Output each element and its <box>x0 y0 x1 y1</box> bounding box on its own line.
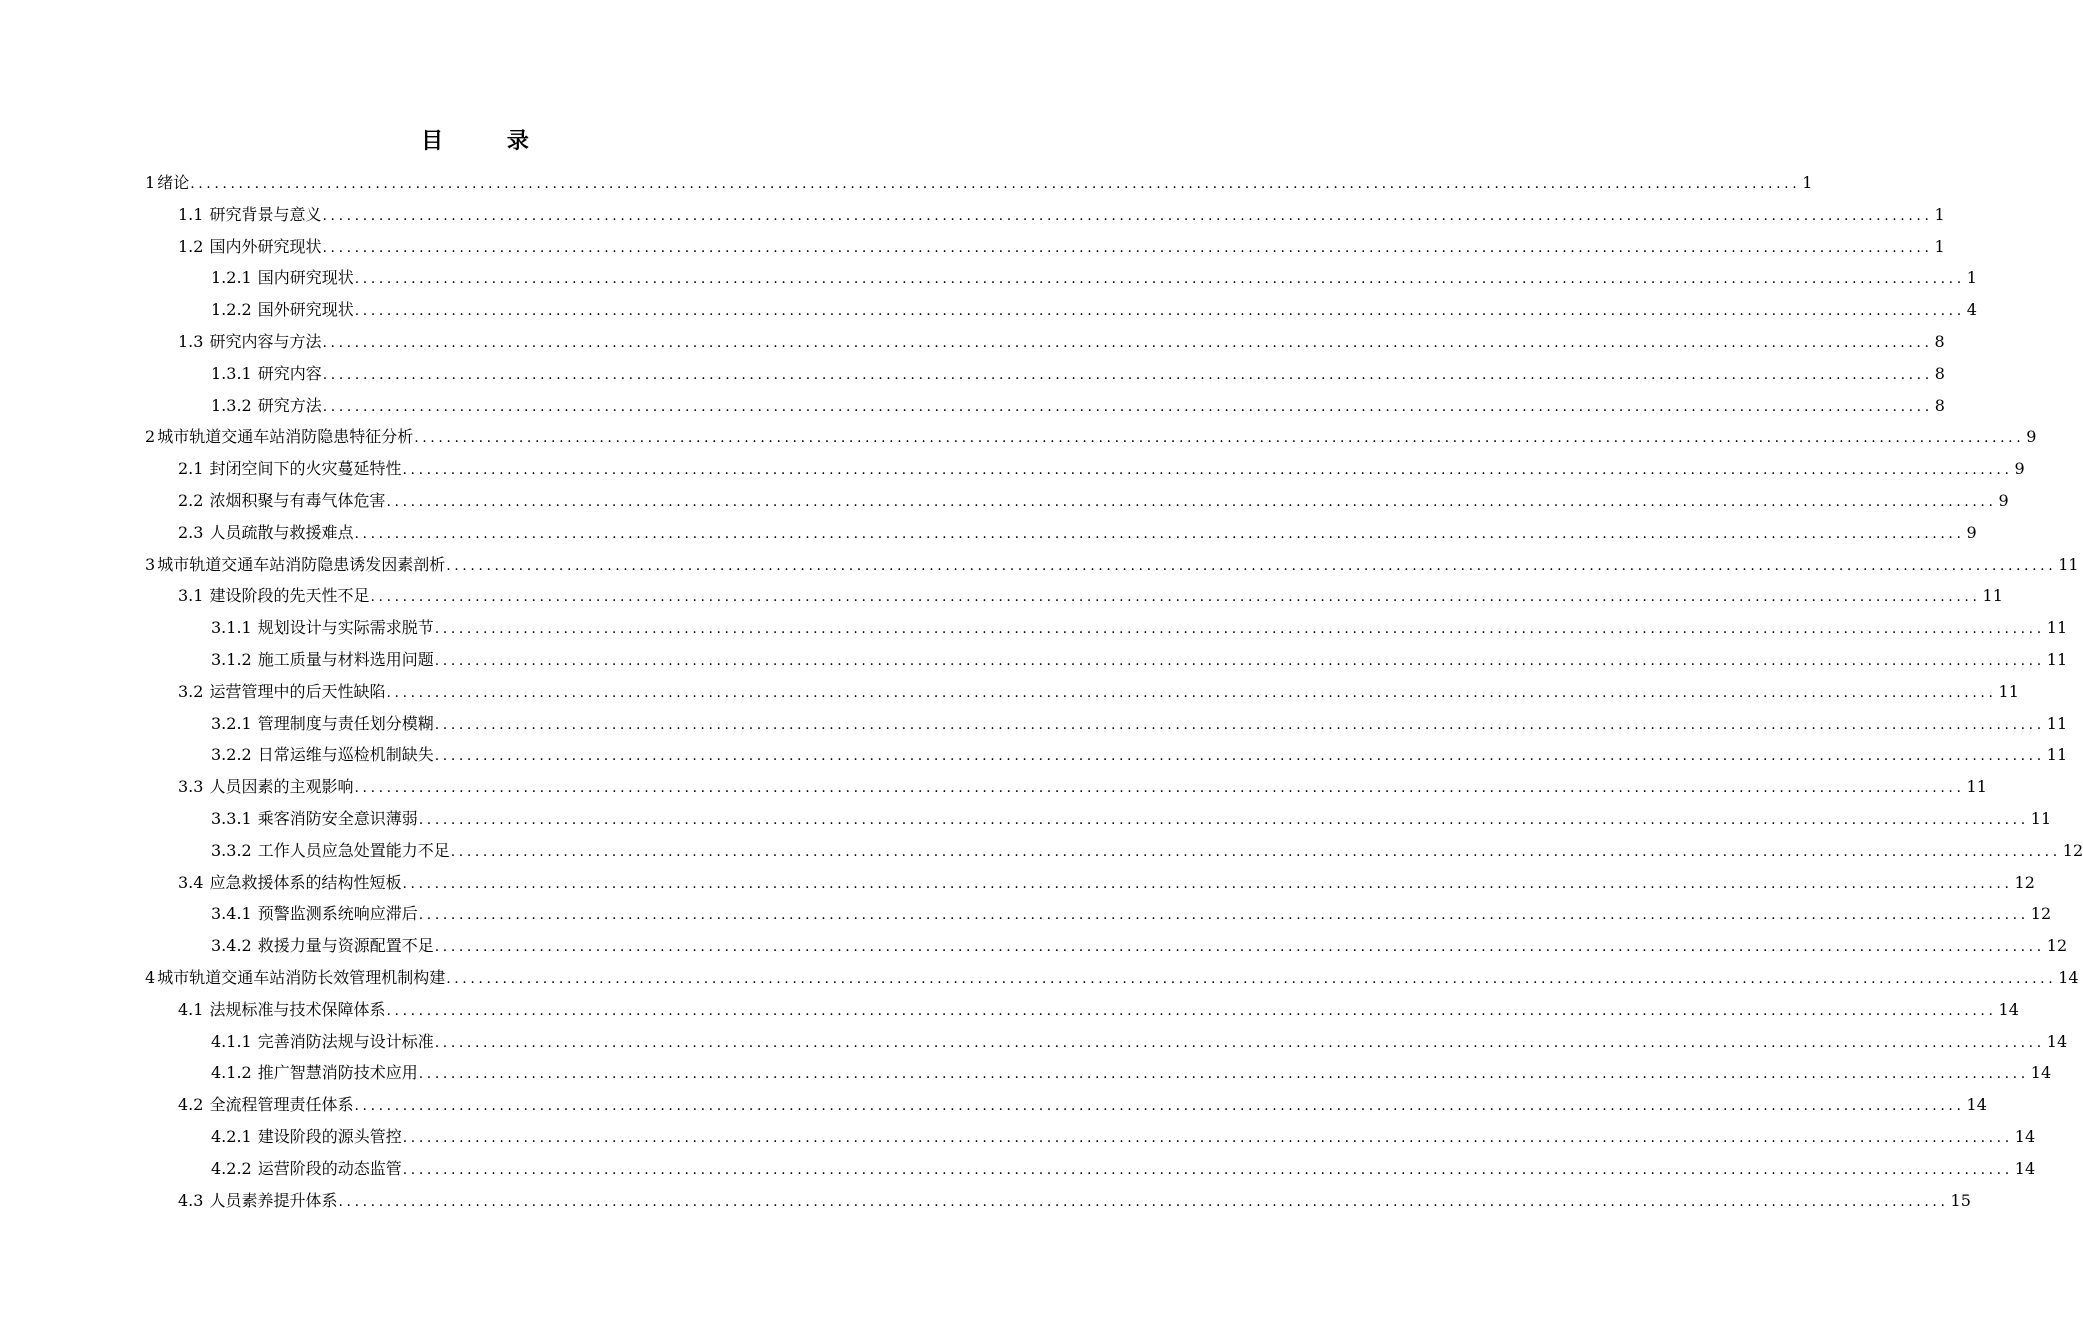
toc-entry[interactable] <box>178 454 2025 484</box>
toc-entry[interactable] <box>211 709 2068 739</box>
toc-entry-number: 3.3 <box>178 777 204 797</box>
toc-entry-number: 2.1 <box>178 459 204 479</box>
toc-entry-number: 3.3.2 <box>211 840 252 860</box>
toc-leader-dots: ........................................................................................................................................................................................................ <box>322 239 1933 256</box>
toc-entry-title: 人员因素的主观影响 <box>209 777 354 797</box>
toc-leader-dots: ........................................................................................................................................................................................................ <box>354 1098 1965 1115</box>
toc-entry-number: 4.1 <box>178 999 204 1019</box>
toc-entry[interactable] <box>211 931 2068 961</box>
toc-entry-page: 14 <box>2014 1158 2036 1178</box>
toc-entry-title: 运营阶段的动态监管 <box>257 1158 402 1178</box>
toc-entry-number: 1.2 <box>178 236 204 256</box>
toc-entry-title: 浓烟积聚与有毒气体危害 <box>209 491 386 510</box>
toc-entry-title: 城市轨道交通车站消防隐患特征分析 <box>157 427 414 447</box>
toc-entry-title: 乘客消防安全意识薄弱 <box>257 809 418 828</box>
toc-entry[interactable] <box>178 518 1977 548</box>
toc-entry[interactable] <box>145 550 2079 580</box>
toc-entry-page: 15 <box>1950 1190 1971 1210</box>
toc-entry-page: 9 <box>2014 459 2025 479</box>
toc-entry-number: 1.2.1 <box>211 268 252 288</box>
toc-entry-number: 3.4.1 <box>211 904 252 924</box>
toc-entry-number: 2 <box>145 427 156 447</box>
toc-entry-page: 8 <box>1934 395 1945 415</box>
toc-entry-page: 4 <box>1966 300 1977 320</box>
toc-entry[interactable] <box>178 486 2009 516</box>
toc-entry-number: 3.3.1 <box>211 809 252 828</box>
toc-entry-number: 3 <box>145 554 156 574</box>
toc-entry-page: 9 <box>2026 427 2037 447</box>
toc-entry-page: 14 <box>2014 1127 2036 1146</box>
toc-entry-number: 1 <box>145 173 156 192</box>
toc-entry-title: 运营管理中的后天性缺陷 <box>209 681 386 701</box>
page-title: 目 录 <box>421 128 557 154</box>
toc-entry[interactable] <box>211 740 2068 770</box>
toc-entry-page: 11 <box>2058 554 2079 574</box>
toc-leader-dots: ........................................................................................................................................................................................................ <box>190 176 1801 192</box>
toc-leader-dots: ........................................................................................................................................................................................................ <box>434 748 2045 765</box>
toc-leader-dots: ........................................................................................................................................................................................................ <box>434 716 2045 733</box>
toc-leader-dots: ........................................................................................................................................................................................................ <box>354 271 1965 288</box>
toc-leader-dots: ........................................................................................................................................................................................................ <box>434 621 2045 638</box>
toc-entry-number: 1.1 <box>178 204 204 224</box>
toc-leader-dots: ........................................................................................................................................................................................................ <box>418 1066 2029 1083</box>
toc-leader-dots: ........................................................................................................................................................................................................ <box>446 971 2057 987</box>
toc-leader-dots: ........................................................................................................................................................................................................ <box>450 843 2061 860</box>
toc-entry-title: 人员素养提升体系 <box>209 1190 338 1210</box>
toc-entry[interactable] <box>211 295 1977 325</box>
toc-entry-number: 3.2.1 <box>211 713 252 733</box>
toc-entry[interactable] <box>145 422 2037 452</box>
toc-leader-dots: ........................................................................................................................................................................................................ <box>414 430 2025 447</box>
toc-leader-dots: ........................................................................................................................................................................................................ <box>354 780 1965 797</box>
toc-leader-dots: ........................................................................................................................................................................................................ <box>338 1193 1949 1210</box>
toc-entry-page: 9 <box>1966 522 1977 542</box>
toc-leader-dots: ........................................................................................................................................................................................................ <box>322 398 1933 415</box>
toc-entry[interactable] <box>211 1122 2036 1152</box>
toc-entry-title: 应急救援体系的结构性短板 <box>209 872 402 892</box>
toc-entry-number: 1.3 <box>178 332 204 351</box>
toc-entry-number: 3.1.1 <box>211 618 252 638</box>
toc-leader-dots: ........................................................................................................................................................................................................ <box>402 1161 2013 1178</box>
toc-entry-page: 11 <box>2046 745 2068 765</box>
toc-entry-number: 3.2.2 <box>211 745 252 765</box>
toc-entry[interactable] <box>211 1027 2068 1057</box>
toc-entry[interactable] <box>178 677 2019 707</box>
toc-entry[interactable] <box>211 391 1945 421</box>
toc-entry-page: 14 <box>2046 1031 2068 1051</box>
toc-leader-dots: ........................................................................................................................................................................................................ <box>402 1130 2013 1146</box>
toc-entry[interactable] <box>178 1090 1987 1120</box>
toc-entry-page: 14 <box>2058 968 2079 987</box>
toc-entry-title: 日常运维与巡检机制缺失 <box>257 745 434 765</box>
toc-leader-dots: ........................................................................................................................................................................................................ <box>386 1002 1997 1019</box>
toc-entry-page: 11 <box>1982 586 2003 606</box>
toc-leader-dots: ........................................................................................................................................................................................................ <box>370 589 1981 606</box>
toc-entry-title: 建设阶段的先天性不足 <box>209 586 370 606</box>
toc-entry[interactable] <box>211 645 2068 675</box>
toc-entry-title: 预警监测系统响应滞后 <box>257 904 418 924</box>
toc-leader-dots: ........................................................................................................................................................................................................ <box>434 939 2045 956</box>
toc-entry-page: 11 <box>1966 777 1987 797</box>
toc-entry[interactable] <box>211 899 2052 929</box>
toc-leader-dots: ........................................................................................................................................................................................................ <box>354 525 1965 542</box>
toc-entry-page: 14 <box>1998 999 2019 1019</box>
toc-entry-title: 完善消防法规与设计标准 <box>257 1031 434 1051</box>
toc-entry-number: 2.2 <box>178 491 204 510</box>
toc-entry-title: 研究背景与意义 <box>209 204 322 224</box>
toc-leader-dots: ........................................................................................................................................................................................................ <box>418 907 2029 924</box>
toc-leader-dots: ........................................................................................................................................................................................................ <box>434 653 2045 669</box>
toc-entry-title: 绪论 <box>157 173 190 192</box>
toc-entry-page: 11 <box>2046 618 2068 638</box>
toc-entry-title: 全流程管理责任体系 <box>209 1095 354 1115</box>
toc-leader-dots: ........................................................................................................................................................................................................ <box>402 462 2013 479</box>
toc-entry[interactable] <box>178 995 2019 1025</box>
toc-entry-title: 推广智慧消防技术应用 <box>257 1063 418 1083</box>
toc-entry-title: 人员疏散与救援难点 <box>209 522 354 542</box>
toc-leader-dots: ........................................................................................................................................................................................................ <box>386 494 1997 510</box>
toc-entry[interactable] <box>178 581 2003 611</box>
toc-entry-page: 1 <box>1966 268 1977 288</box>
toc-entry-page: 11 <box>2046 713 2068 733</box>
toc-entry-number: 1.3.2 <box>211 395 252 415</box>
toc-entry-number: 3.1.2 <box>211 650 252 669</box>
toc-entry-number: 1.2.2 <box>211 300 252 320</box>
toc-entry[interactable] <box>178 200 1945 230</box>
toc-entry[interactable] <box>178 772 1987 802</box>
toc-entry-title: 建设阶段的源头管控 <box>257 1127 402 1146</box>
toc-entry-title: 研究方法 <box>257 395 322 415</box>
toc-entry-page: 9 <box>1998 491 2009 510</box>
toc-entry-title: 国内外研究现状 <box>209 236 322 256</box>
toc-entry-title: 管理制度与责任划分模糊 <box>257 713 434 733</box>
toc-entry[interactable] <box>178 868 2035 898</box>
toc-entry-number: 4 <box>145 968 156 987</box>
toc-entry-title: 工作人员应急处置能力不足 <box>257 840 450 860</box>
toc-entry[interactable] <box>178 327 1945 357</box>
toc-entry[interactable] <box>211 359 1945 389</box>
toc-entry-number: 4.1.1 <box>211 1031 252 1051</box>
toc-entry-title: 城市轨道交通车站消防长效管理机制构建 <box>157 968 446 987</box>
toc-entry-number: 4.1.2 <box>211 1063 252 1083</box>
toc-entry[interactable] <box>145 168 1813 198</box>
toc-entry-page: 11 <box>2046 650 2068 669</box>
toc-leader-dots: ........................................................................................................................................................................................................ <box>354 303 1965 320</box>
toc-leader-dots: ........................................................................................................................................................................................................ <box>322 207 1933 224</box>
toc-leader-dots: ........................................................................................................................................................................................................ <box>322 335 1933 351</box>
toc-entry-page: 12 <box>2014 872 2035 892</box>
toc-entry-number: 2.3 <box>178 522 204 542</box>
toc-leader-dots: ........................................................................................................................................................................................................ <box>446 557 2057 574</box>
toc-leader-dots: ........................................................................................................................................................................................................ <box>322 366 1933 383</box>
toc-entry-title: 救援力量与资源配置不足 <box>257 936 434 956</box>
toc-entry[interactable] <box>211 263 1977 293</box>
toc-entry[interactable] <box>211 613 2068 643</box>
toc-entry-page: 12 <box>2030 904 2052 924</box>
toc-entry-number: 4.2.2 <box>211 1158 252 1178</box>
toc-entry-number: 3.4 <box>178 872 204 892</box>
toc-entry-page: 14 <box>2030 1063 2052 1083</box>
toc-entry[interactable] <box>211 1058 2052 1088</box>
toc-entry[interactable] <box>211 804 2052 834</box>
toc-entry[interactable] <box>178 232 1945 262</box>
toc-leader-dots: ........................................................................................................................................................................................................ <box>418 812 2029 828</box>
toc-entry-page: 8 <box>1934 332 1945 351</box>
toc-leader-dots: ........................................................................................................................................................................................................ <box>402 875 2013 892</box>
toc-entry[interactable] <box>178 1186 1971 1216</box>
toc-entry[interactable] <box>211 836 2083 866</box>
toc-entry-title: 研究内容与方法 <box>209 332 322 351</box>
toc-entry-number: 4.3 <box>178 1190 204 1210</box>
toc-entry-title: 法规标准与技术保障体系 <box>209 999 386 1019</box>
toc-entry-page: 1 <box>1934 236 1945 256</box>
toc-entry-title: 规划设计与实际需求脱节 <box>257 618 434 638</box>
toc-entry-number: 3.1 <box>178 586 204 606</box>
toc-entry-title: 城市轨道交通车站消防隐患诱发因素剖析 <box>157 554 446 574</box>
toc-leader-dots: ........................................................................................................................................................................................................ <box>434 1034 2045 1051</box>
toc-entry[interactable] <box>211 1154 2036 1184</box>
toc-entry-page: 1 <box>1802 173 1813 192</box>
toc-entry-page: 12 <box>2046 936 2068 956</box>
toc-entry-number: 3.4.2 <box>211 936 252 956</box>
toc-entry-page: 14 <box>1966 1095 1987 1115</box>
toc-leader-dots: ........................................................................................................................................................................................................ <box>386 684 1997 701</box>
toc-entry-number: 3.2 <box>178 681 204 701</box>
toc-entry-page: 12 <box>2062 840 2083 860</box>
toc-entry[interactable] <box>145 963 2079 993</box>
toc-entry-title: 研究内容 <box>257 363 322 383</box>
toc-entry-page: 11 <box>2030 809 2052 828</box>
toc-entry-number: 4.2 <box>178 1095 204 1115</box>
toc-entry-number: 1.3.1 <box>211 363 252 383</box>
toc-entry-title: 施工质量与材料选用问题 <box>257 650 434 669</box>
toc-entry-number: 4.2.1 <box>211 1127 252 1146</box>
toc-entry-page: 8 <box>1934 363 1945 383</box>
toc-entry-page: 11 <box>1998 681 2019 701</box>
toc-entry-title: 国外研究现状 <box>257 300 354 320</box>
toc-entry-page: 1 <box>1934 204 1945 224</box>
toc-entry-title: 封闭空间下的火灾蔓延特性 <box>209 459 402 479</box>
toc-entry-title: 国内研究现状 <box>257 268 354 288</box>
